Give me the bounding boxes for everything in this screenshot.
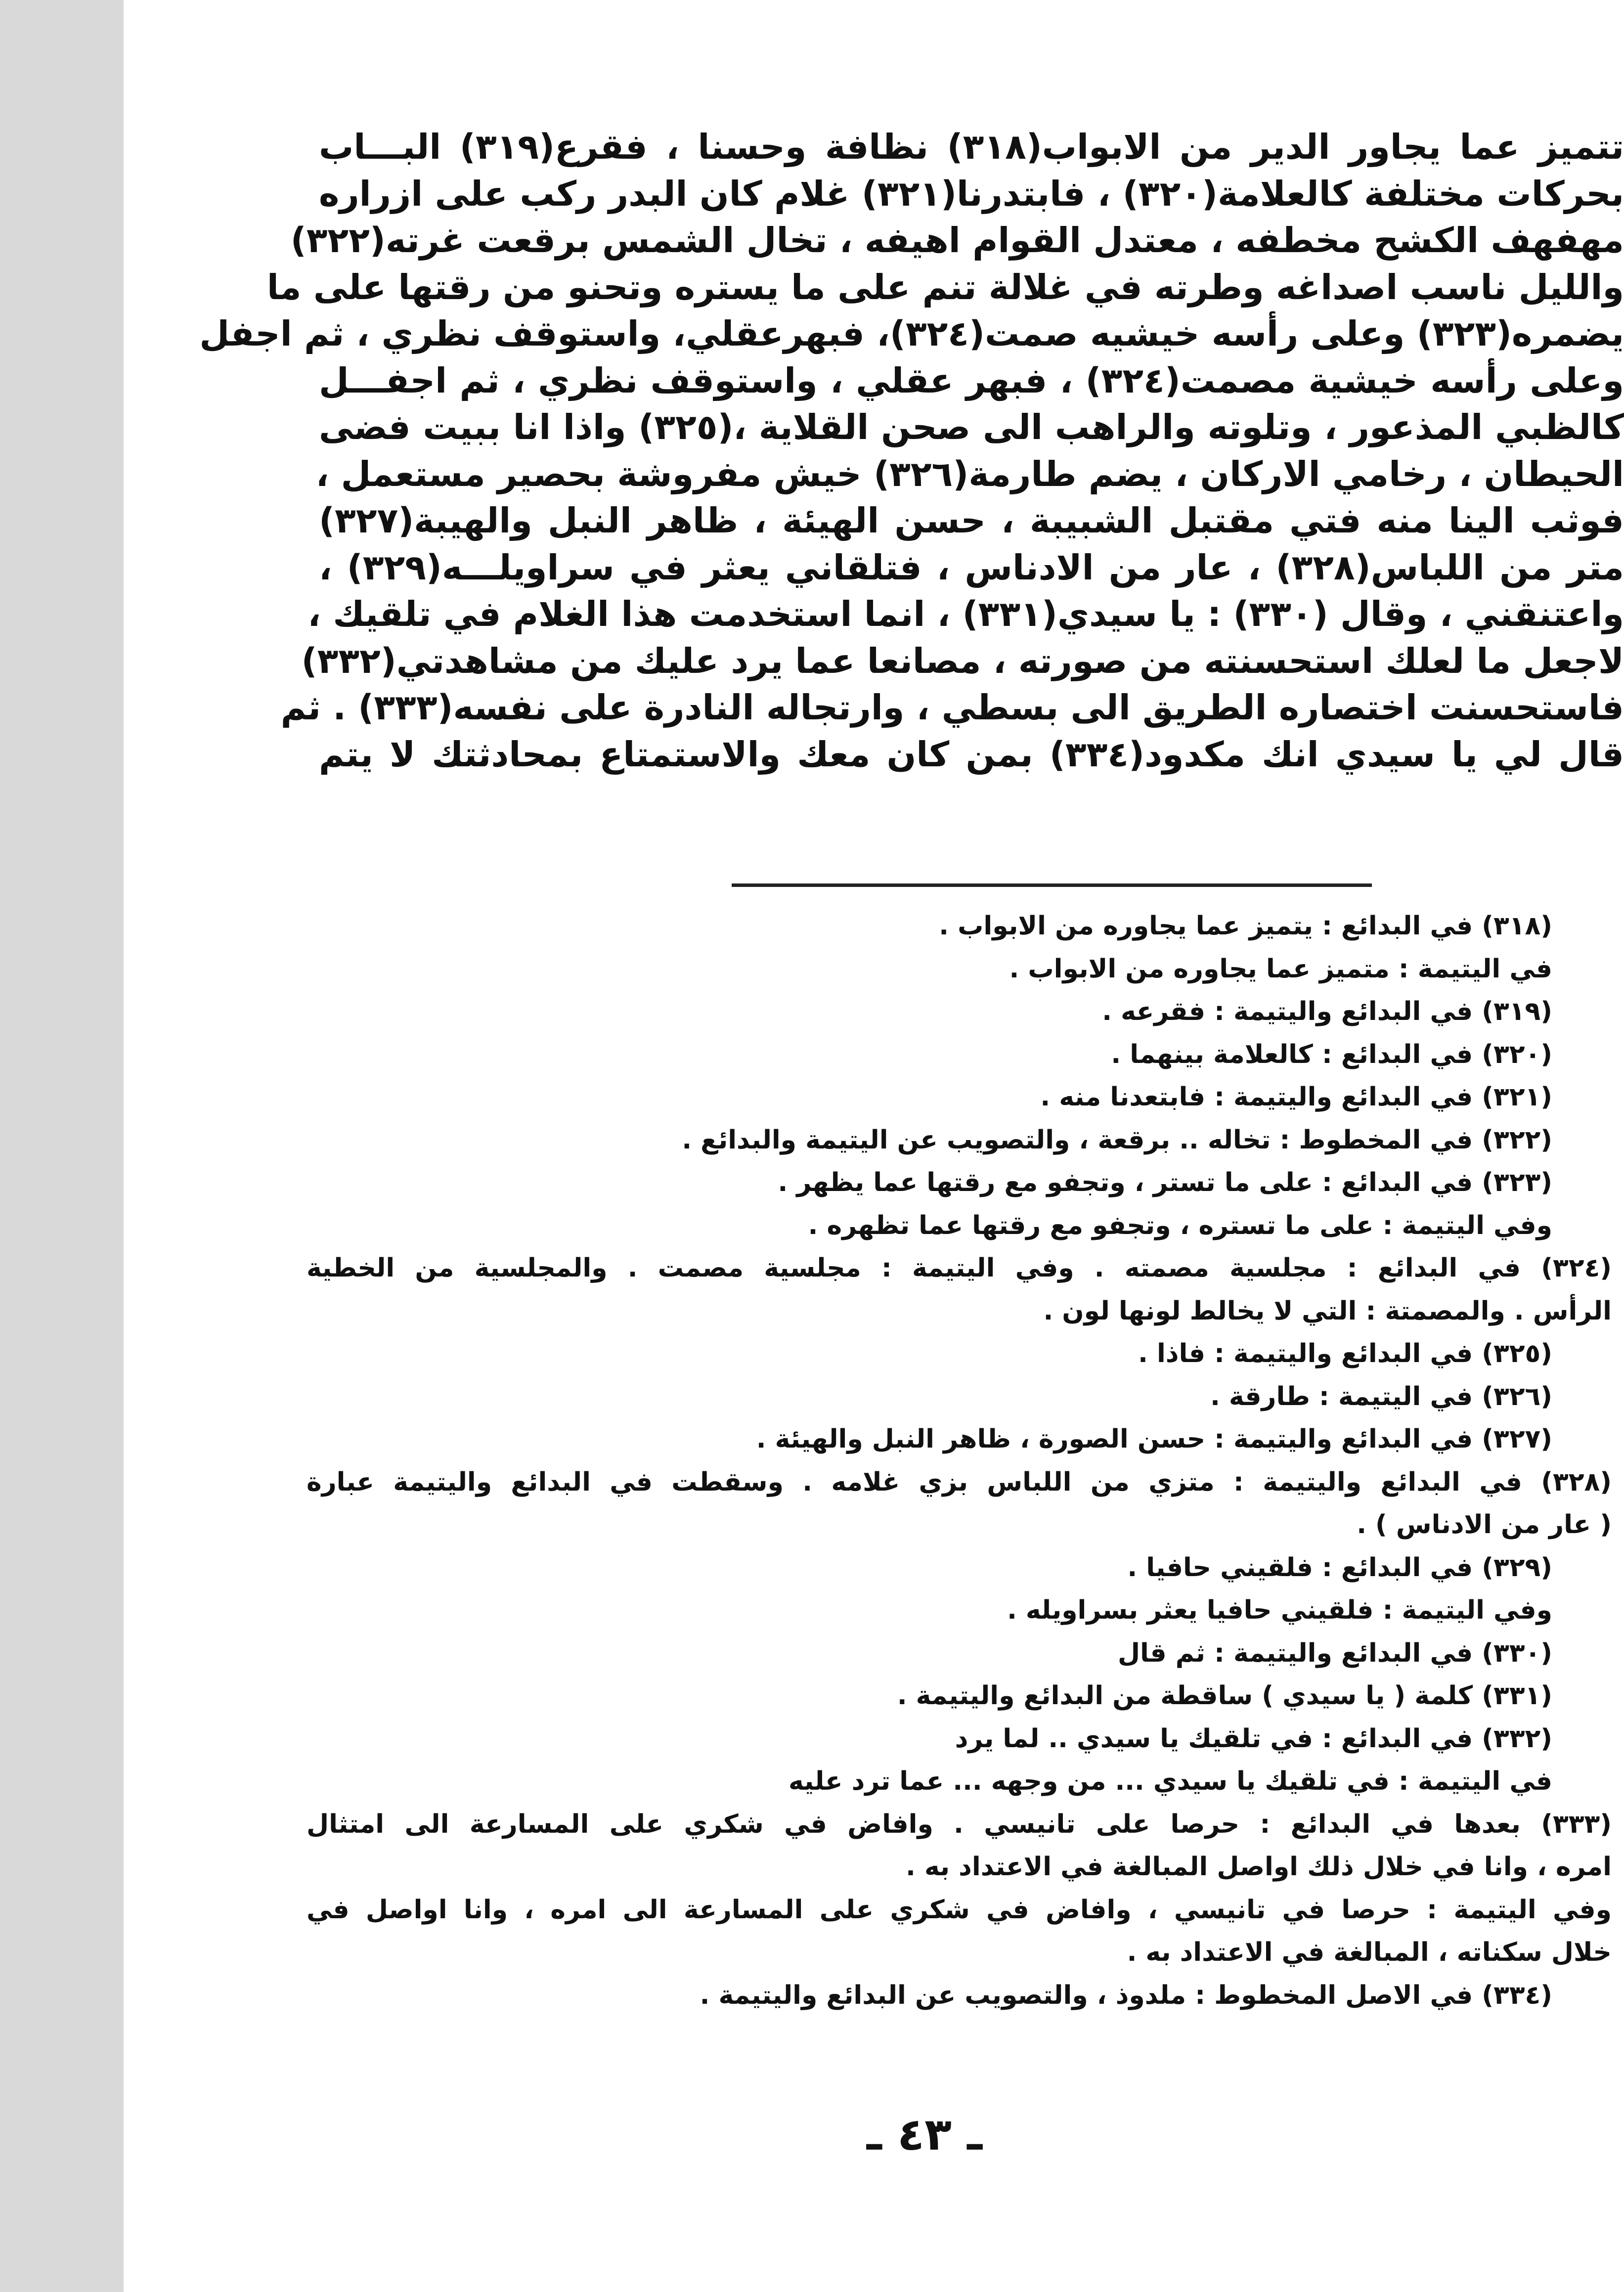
footnote-line: (٣٢٦) في اليتيمة : طارقة . [1210, 1381, 1552, 1411]
footnote-line: (٣٢٢) في المخطوط : تخاله .. برقعة ، والتصويب عن اليتيمة والبدائع . [682, 1125, 1552, 1155]
footnote-line: (٣٣٣) بعدها في البدائع : حرصا على تانيسي . وافاض في شكري على المسارعة الى امتثال [307, 1809, 1612, 1839]
footnote-line: ( عار من الادناس ) . [1357, 1510, 1612, 1540]
footnote-line: وفي اليتيمة : فلقيني حافيا يعثر بسراويله . [1007, 1595, 1552, 1625]
text-line: تتميز عما يجاور الدير من الابواب(٣١٨) نظافة وحسنا ، فقرع(٣١٩) البـــاب [319, 127, 1624, 167]
text-line: متر من اللباس(٣٢٨) ، عار من الادناس ، فتلقاني يعثر في سراويلـــه(٣٢٩) ، [319, 547, 1624, 588]
footnote-line: (٣٢٨) في البدائع واليتيمة : متزي من اللباس بزي غلامه . وسقطت في البدائع واليتيمة عبارة [307, 1467, 1612, 1497]
footnote-divider [732, 883, 1372, 887]
text-line: لاجعل ما لعلك استحسنته من صورته ، مصانعا عما يرد عليك من مشاهدتي(٣٣٢) [301, 640, 1624, 681]
footnote-line: (٣٣٠) في البدائع واليتيمة : ثم قال [1117, 1638, 1552, 1668]
footnotes [307, 905, 1612, 2017]
footnote-line: (٣٢١) في البدائع واليتيمة : فابتعدنا منه . [1040, 1082, 1552, 1112]
footnote-line: (٣١٨) في البدائع : يتميز عما يجاوره من الابواب . [939, 911, 1552, 941]
book-page [124, 0, 1624, 2292]
text-line: بحركات مختلفة كالعلامة(٣٢٠) ، فابتدرنا(٣٢١) غلام كان البدر ركب على ازراره [319, 173, 1624, 214]
footnote-line: (٣٢٠) في البدائع : كالعلامة بينهما . [1111, 1039, 1552, 1069]
footnote-line: (٣٢٣) في البدائع : على ما تستر ، وتجفو مع رقتها عما يظهر . [778, 1168, 1552, 1197]
footnote-line: (٣٢٧) في البدائع واليتيمة : حسن الصورة ، ظاهر النبل والهيئة . [756, 1424, 1552, 1454]
footnote-line: (٣٢٥) في البدائع واليتيمة : فاذا . [1138, 1339, 1552, 1368]
footnote-line: خلال سكناته ، المبالغة في الاعتداد به . [1127, 1938, 1612, 1967]
footnote-line: امره ، وانا في خلال ذلك اواصل المبالغة في الاعتداد به . [906, 1852, 1612, 1882]
footnote-line: وفي اليتيمة : على ما تستره ، وتجفو مع رقتها عما تظهره . [808, 1210, 1552, 1240]
text-line: مهفهف الكشح مخطفه ، معتدل القوام اهيفه ، تخال الشمس برقعت غرته(٣٢٢) [290, 220, 1624, 261]
footnote-line: (٣٣٤) في الاصل المخطوط : ملدوذ ، والتصويب عن البدائع واليتيمة . [700, 1980, 1552, 2010]
footnote-line: (٣٢٩) في البدائع : فلقيني حافيا . [1127, 1552, 1552, 1583]
text-line: واعتنقني ، وقال (٣٣٠) : يا سيدي(٣٣١) ، انما استخدمت هذا الغلام في تلقيك ، [307, 594, 1624, 634]
footnote-line: الرأس . والمصمتة : التي لا يخالط لونها لون . [1043, 1296, 1612, 1326]
text-line: يضمره(٣٢٣) وعلى رأسه خيشيه صمت(٣٢٤)، فبهرعقلي، واستوقف نظري ، ثم اجفل [199, 313, 1624, 354]
footnote-line: (٣٢٤) في البدائع : مجلسية مصمته . وفي اليتيمة : مجلسية مصمت . والمجلسية من الخطية [307, 1253, 1612, 1283]
text-line: قال لي يا سيدي انك مكدود(٣٣٤) بمن كان معك والاستمتاع بمحادثتك لا يتم [319, 734, 1624, 775]
text-line: وعلى رأسه خيشية مصمت(٣٢٤) ، فبهر عقلي ، واستوقف نظري ، ثم اجفـــل [319, 360, 1624, 401]
footnote-line: في اليتيمة : في تلقيك يا سيدي ... من وجهه ... عما ترد عليه [789, 1766, 1552, 1796]
text-line: كالظبي المذعور ، وتلوته والراهب الى صحن القلاية ،(٣٢٥) واذا انا ببيت فضى [319, 407, 1624, 447]
footnote-line: (٣٣١) كلمة ( يا سيدي ) ساقطة من البدائع واليتيمة . [897, 1681, 1552, 1711]
text-line: فاستحسنت اختصاره الطريق الى بسطي ، وارتجاله النادرة على نفسه(٣٣٣) . ثم [280, 687, 1624, 728]
footnote-line: وفي اليتيمة : حرصا في تانيسي ، وافاض في شكري على المسارعة الى امره ، وانا اواصل في [307, 1895, 1612, 1925]
footnote-line: (٣٣٢) في البدائع : في تلقيك يا سيدي .. لما يرد [955, 1723, 1552, 1754]
page-number: ـ ٤٣ ـ [866, 2109, 983, 2160]
text-line: الحيطان ، رخامي الاركان ، يضم طارمة(٣٢٦) خيش مفروشة بحصير مستعمل ، [315, 453, 1624, 494]
footnote-line: في اليتيمة : متميز عما يجاوره من الابواب . [1009, 954, 1552, 984]
footnote-line: (٣١٩) في البدائع واليتيمة : فقرعه . [1102, 997, 1552, 1026]
text-line: فوثب الينا منه فتي مقتبل الشبيبة ، حسن الهيئة ، ظاهر النبل والهيبة(٣٢٧) [319, 500, 1624, 541]
text-line: والليل ناسب اصداغه وطرته في غلالة تنم على ما يستره وتحنو من رقتها على ما [266, 266, 1624, 308]
main-text [199, 124, 1624, 778]
